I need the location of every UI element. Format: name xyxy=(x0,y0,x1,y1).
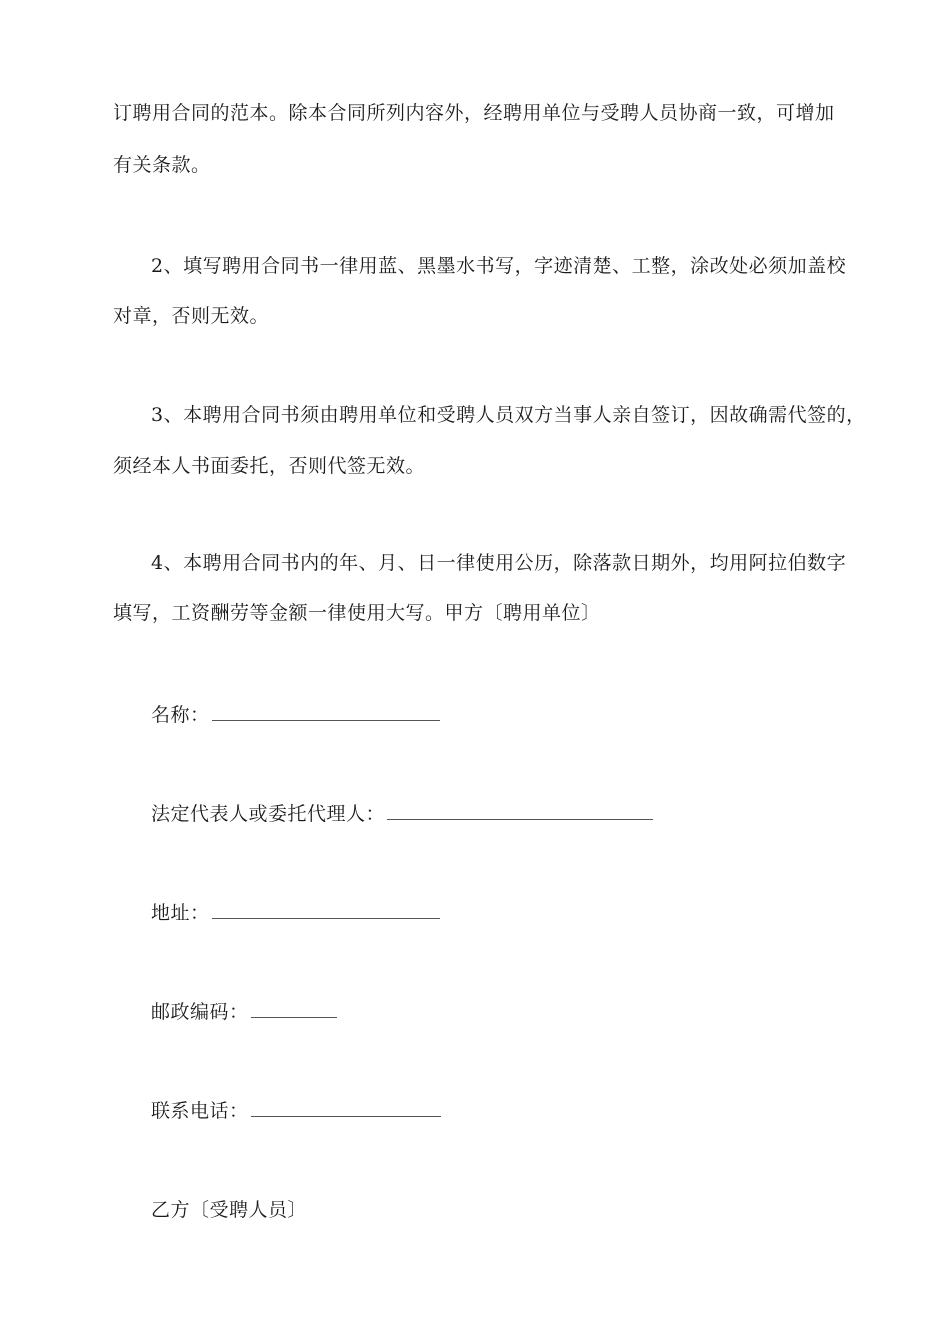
postcode-blank[interactable] xyxy=(251,1001,337,1018)
address-field xyxy=(151,901,440,925)
representative-field xyxy=(151,802,653,826)
paragraph-4-line-2: 填写，工资酬劳等金额一律使用大写。甲方〔聘用单位〕 xyxy=(113,602,601,624)
paragraph-3-line-1: 3、本聘用合同书须由聘用单位和受聘人员双方当事人亲自签订，因故确需代签的， xyxy=(151,404,866,426)
paragraph-4-line-1: 4、本聘用合同书内的年、月、日一律使用公历，除落款日期外，均用阿拉伯数字 xyxy=(151,552,847,574)
paragraph-2-line-1: 2、填写聘用合同书一律用蓝、黑墨水书写，字迹清楚、工整，涂改处必须加盖校 xyxy=(151,255,847,277)
paragraph-3-line-2: 须经本人书面委托，否则代签无效。 xyxy=(113,455,426,477)
party-b-heading: 乙方〔受聘人员〕 xyxy=(151,1199,308,1221)
phone-blank[interactable] xyxy=(251,1100,441,1117)
representative-label: 法定代表人或委托代理人： xyxy=(151,803,386,825)
address-blank[interactable] xyxy=(212,902,440,919)
representative-blank[interactable] xyxy=(387,803,653,820)
postcode-label: 邮政编码： xyxy=(151,1001,249,1023)
paragraph-2-line-2: 对章，否则无效。 xyxy=(113,305,270,327)
paragraph-1-line-1: 订聘用合同的范本。除本合同所列内容外，经聘用单位与受聘人员协商一致，可增加 xyxy=(113,102,835,124)
name-field xyxy=(151,703,440,727)
name-blank[interactable] xyxy=(212,704,440,721)
paragraph-1-line-2: 有关条款。 xyxy=(113,154,211,176)
name-label: 名称： xyxy=(151,704,210,726)
phone-label: 联系电话： xyxy=(151,1100,249,1122)
address-label: 地址： xyxy=(151,902,210,924)
phone-field xyxy=(151,1099,441,1123)
postcode-field xyxy=(151,1000,337,1024)
